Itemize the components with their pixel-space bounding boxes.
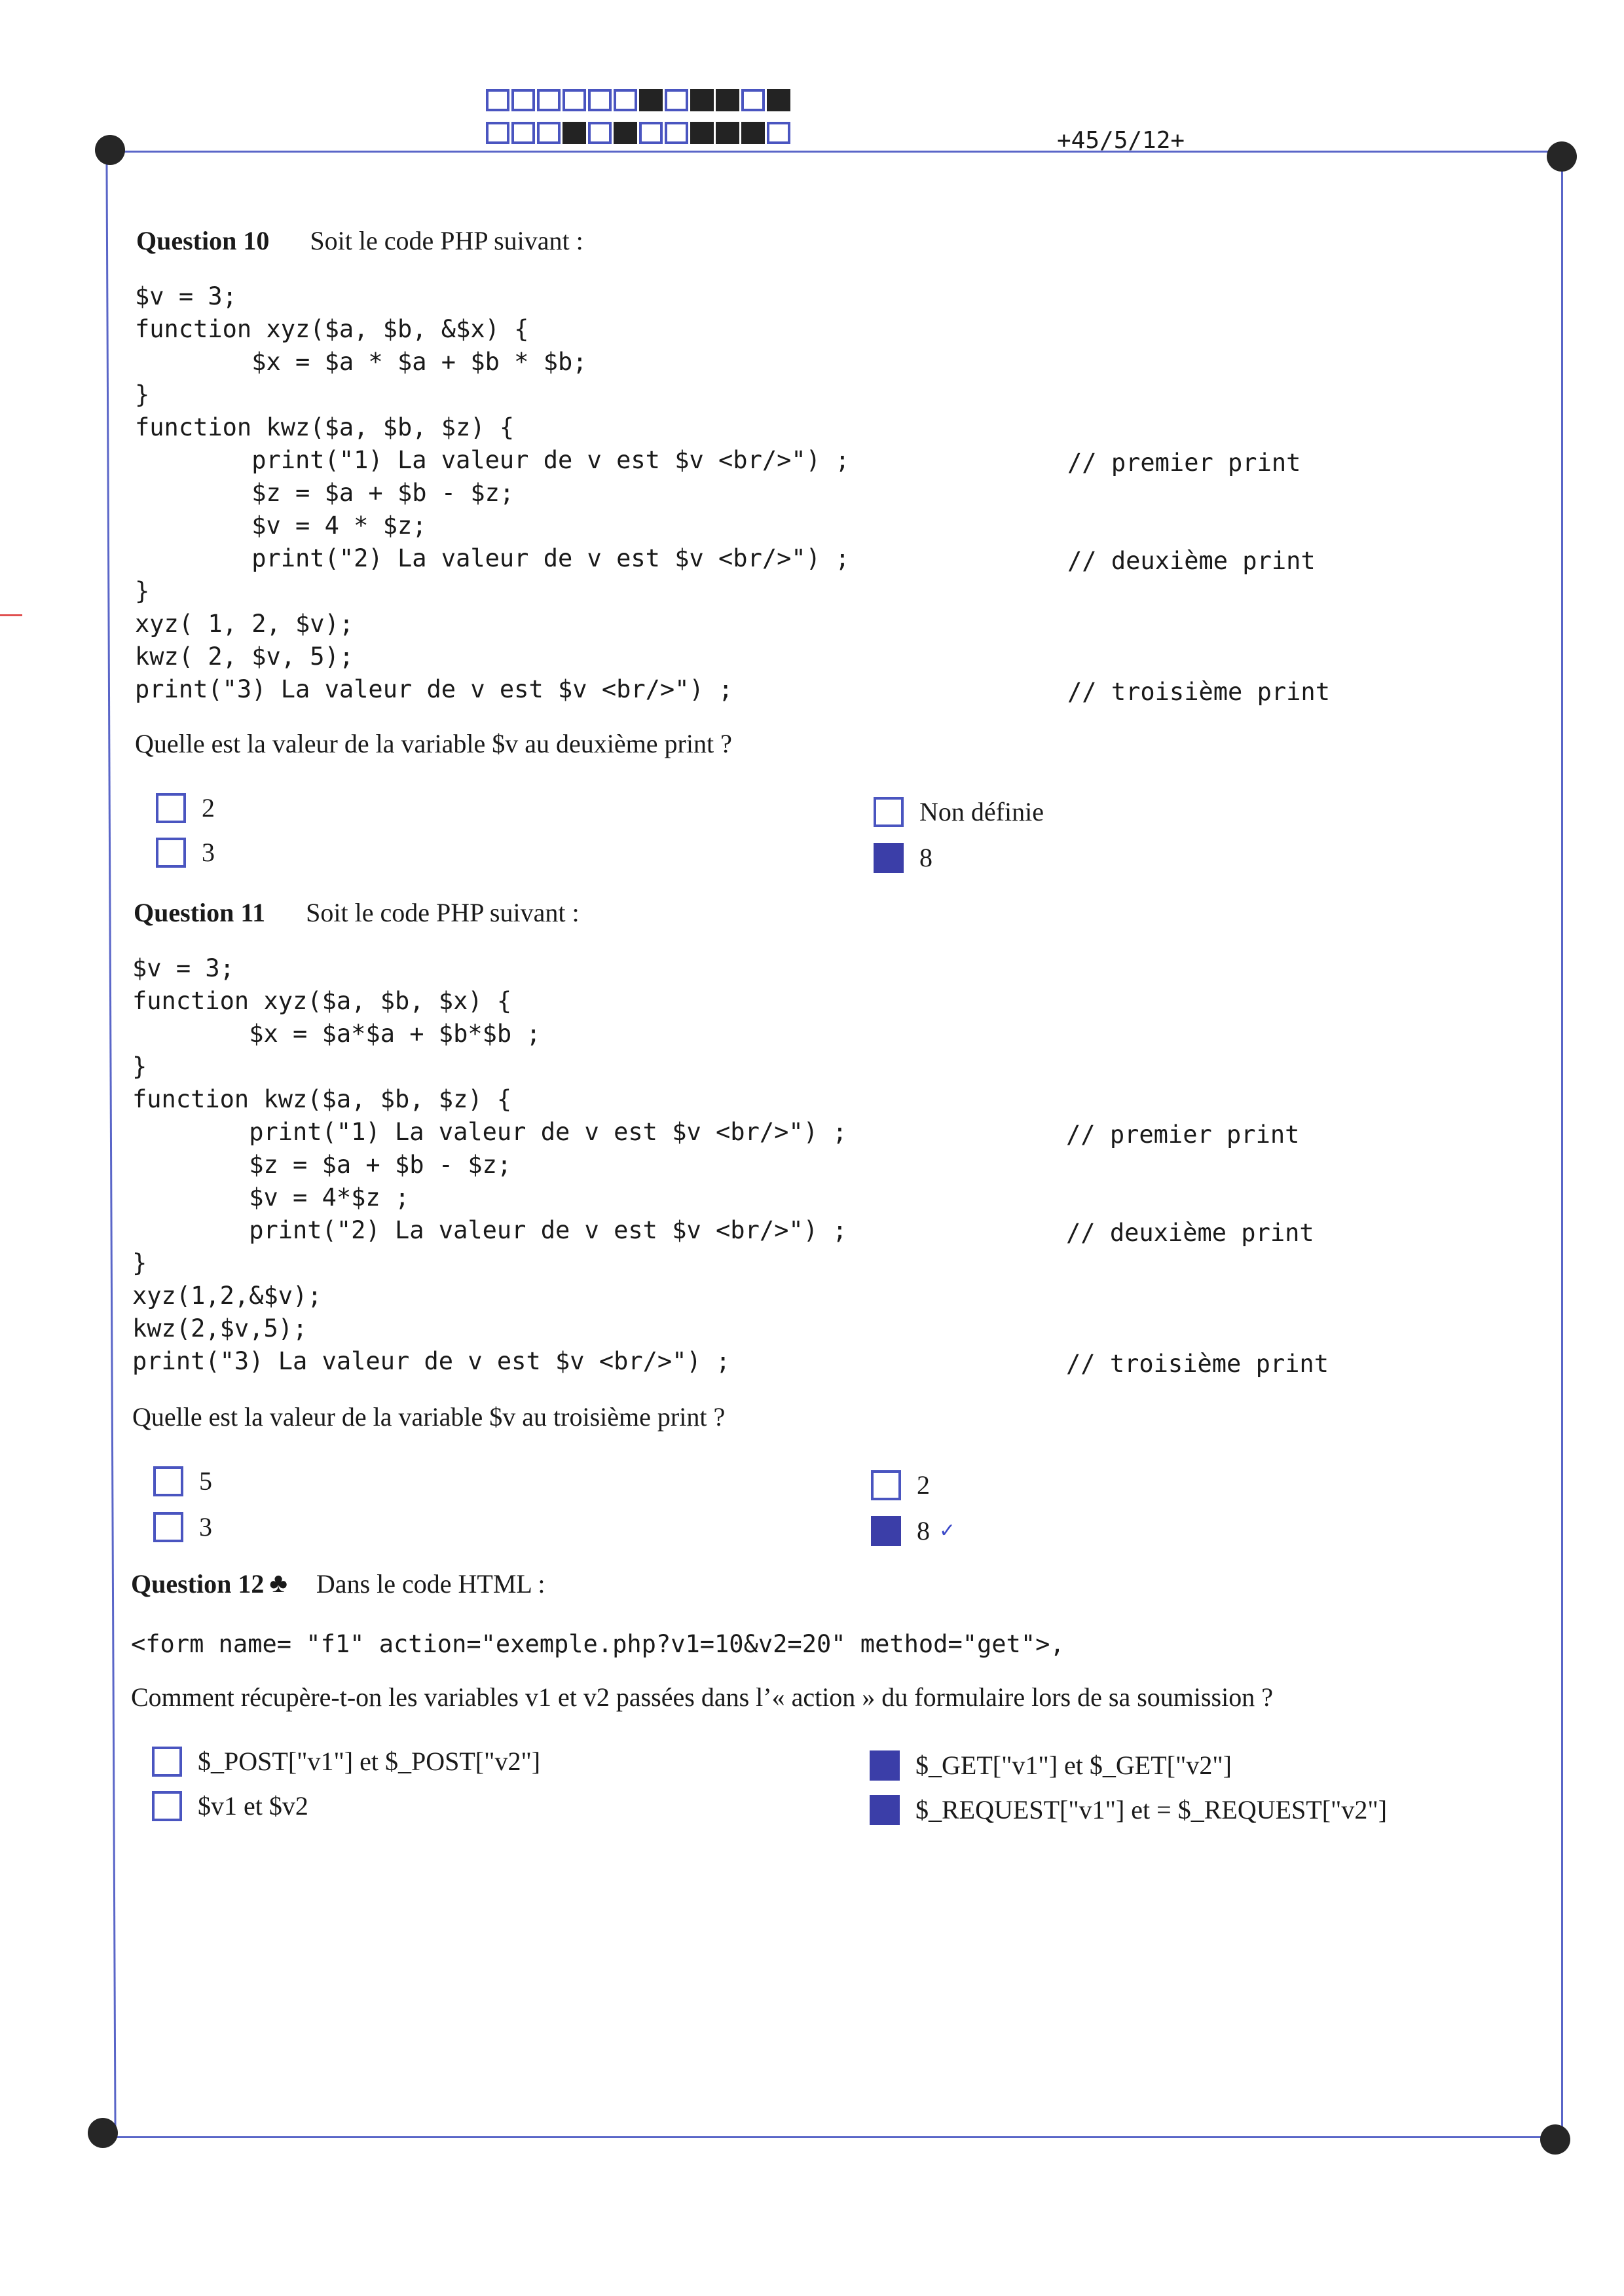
answer-option[interactable] (156, 837, 215, 868)
id-code-cell (639, 89, 663, 111)
id-code-cell (716, 89, 739, 111)
code-comment: // troisième print (1066, 1350, 1329, 1378)
frame-right (1561, 155, 1563, 2139)
option-label: 3 (202, 838, 215, 867)
checkbox[interactable] (156, 838, 186, 868)
id-code-row-2 (486, 122, 790, 144)
frame-left (105, 151, 116, 2138)
id-code-cell (511, 122, 535, 144)
id-code-cell (486, 122, 509, 144)
frame-bottom (101, 2136, 1557, 2138)
option-label: $_GET["v1"] et $_GET["v2"] (915, 1750, 1232, 1780)
code-comment: // troisième print (1067, 678, 1330, 706)
answer-option[interactable] (152, 1790, 308, 1821)
code-comment: // premier print (1066, 1120, 1300, 1149)
corner-mark-top-left (95, 135, 125, 165)
checkbox[interactable] (156, 793, 186, 823)
answer-option[interactable] (874, 842, 932, 873)
code-comment: // premier print (1067, 449, 1301, 477)
option-label: 2 (917, 1470, 930, 1500)
id-code-cell (563, 89, 586, 111)
option-label: $_REQUEST["v1"] et = $_REQUEST["v2"] (915, 1795, 1388, 1824)
id-code-cell (767, 122, 790, 144)
code-block: $v = 3; function xyz($a, $b, &$x) { $x = $a * $a + $b * $b; } function kwz($a, $b, $z) { print("1) La valeur de v est $v <br/>") ; $z = $a + $b - $z; $v = 4 * $z; print("2) La valeur de v est $v <br/>") ; } xyz( 1, 2, $v); kwz( 2, $v, 5); print("3) La valeur de v est $v <br/>") ; (135, 282, 850, 703)
answer-option[interactable] (874, 796, 1044, 827)
id-code-cell (537, 122, 561, 144)
option-label: Non définie (919, 797, 1044, 826)
question-10-header (136, 225, 583, 256)
answer-option[interactable] (153, 1466, 212, 1496)
id-code-cell (614, 122, 637, 144)
id-code-cell (486, 89, 509, 111)
checkbox[interactable] (870, 1795, 900, 1825)
id-code-cell (665, 89, 688, 111)
checkbox[interactable] (153, 1512, 183, 1542)
id-code-cell (716, 122, 739, 144)
answer-option[interactable] (871, 1515, 955, 1546)
checkbox[interactable] (870, 1750, 900, 1781)
checkbox[interactable] (871, 1470, 901, 1500)
id-code-cell (741, 122, 765, 144)
id-code-cell (690, 89, 714, 111)
answer-option[interactable] (870, 1794, 1387, 1825)
question-text: Quelle est la valeur de la variable $v au deuxième print ? (135, 729, 732, 758)
corner-mark-bottom-right (1540, 2124, 1570, 2155)
option-label: 2 (202, 793, 215, 823)
option-label: $v1 et $v2 (198, 1791, 308, 1821)
option-label: 3 (199, 1512, 212, 1542)
answer-option[interactable] (870, 1750, 1232, 1781)
option-label: 5 (199, 1466, 212, 1496)
checkbox[interactable] (152, 1791, 182, 1821)
id-code-cell (639, 122, 663, 144)
code-comment: // deuxième print (1067, 547, 1316, 575)
question-number: Question 12 (131, 1568, 265, 1599)
frame-top (109, 151, 1564, 153)
id-code-cell (614, 89, 637, 111)
checkbox[interactable] (874, 797, 904, 827)
checkbox[interactable] (871, 1516, 901, 1546)
question-intro: Soit le code PHP suivant : (310, 226, 583, 255)
id-code-cell (690, 122, 714, 144)
question-number: Question 10 (136, 226, 270, 255)
corner-mark-bottom-left (88, 2118, 118, 2148)
checkbox[interactable] (153, 1466, 183, 1496)
question-text: Quelle est la valeur de la variable $v au troisième print ? (132, 1402, 726, 1432)
question-text: Comment récupère-t-on les variables v1 et v2 passées dans l’« action » du formulaire lors de sa soumission ? (131, 1682, 1273, 1712)
corner-mark-top-right (1547, 141, 1577, 172)
checkbox[interactable] (152, 1747, 182, 1777)
question-12-header (131, 1568, 545, 1599)
id-code-cell (563, 122, 586, 144)
question-intro: Soit le code PHP suivant : (306, 898, 580, 927)
id-code-cell (588, 122, 612, 144)
question-11-header (134, 897, 580, 928)
answer-option[interactable] (871, 1470, 930, 1500)
id-code-cell (665, 122, 688, 144)
checkbox[interactable] (874, 843, 904, 873)
code-block: <form name= "f1" action="exemple.php?v1=10&v2=20" method="get">, (131, 1630, 1065, 1658)
id-code-cell (588, 89, 612, 111)
club-icon: ♣ (269, 1568, 287, 1599)
option-label: $_POST["v1"] et $_POST["v2"] (198, 1747, 541, 1776)
answer-option[interactable] (152, 1746, 540, 1777)
id-code-cell (741, 89, 765, 111)
id-code-cell (767, 89, 790, 111)
margin-mark (0, 614, 22, 616)
option-label: 8 (917, 1516, 930, 1546)
page-id: +45/5/12+ (1057, 127, 1185, 154)
code-block: $v = 3; function xyz($a, $b, $x) { $x = $a*$a + $b*$b ; } function kwz($a, $b, $z) { print("1) La valeur de v est $v <br/>") ; $z = $a + $b - $z; $v = 4*$z ; print("2) La valeur de v est $v <br/>") ; } xyz(1,2,&$v); kwz(2,$v,5); print("3) La valeur de v est $v <br/>") ; (132, 954, 847, 1375)
code-comment: // deuxième print (1066, 1219, 1314, 1247)
id-code-row-1 (486, 89, 790, 111)
id-code-cell (511, 89, 535, 111)
question-number: Question 11 (134, 898, 266, 927)
answer-option[interactable] (156, 792, 215, 823)
id-code-cell (537, 89, 561, 111)
answer-option[interactable] (153, 1511, 212, 1542)
option-label: 8 (919, 843, 932, 872)
question-intro: Dans le code HTML : (316, 1568, 545, 1599)
check-mark-icon: ✓ (939, 1519, 956, 1542)
